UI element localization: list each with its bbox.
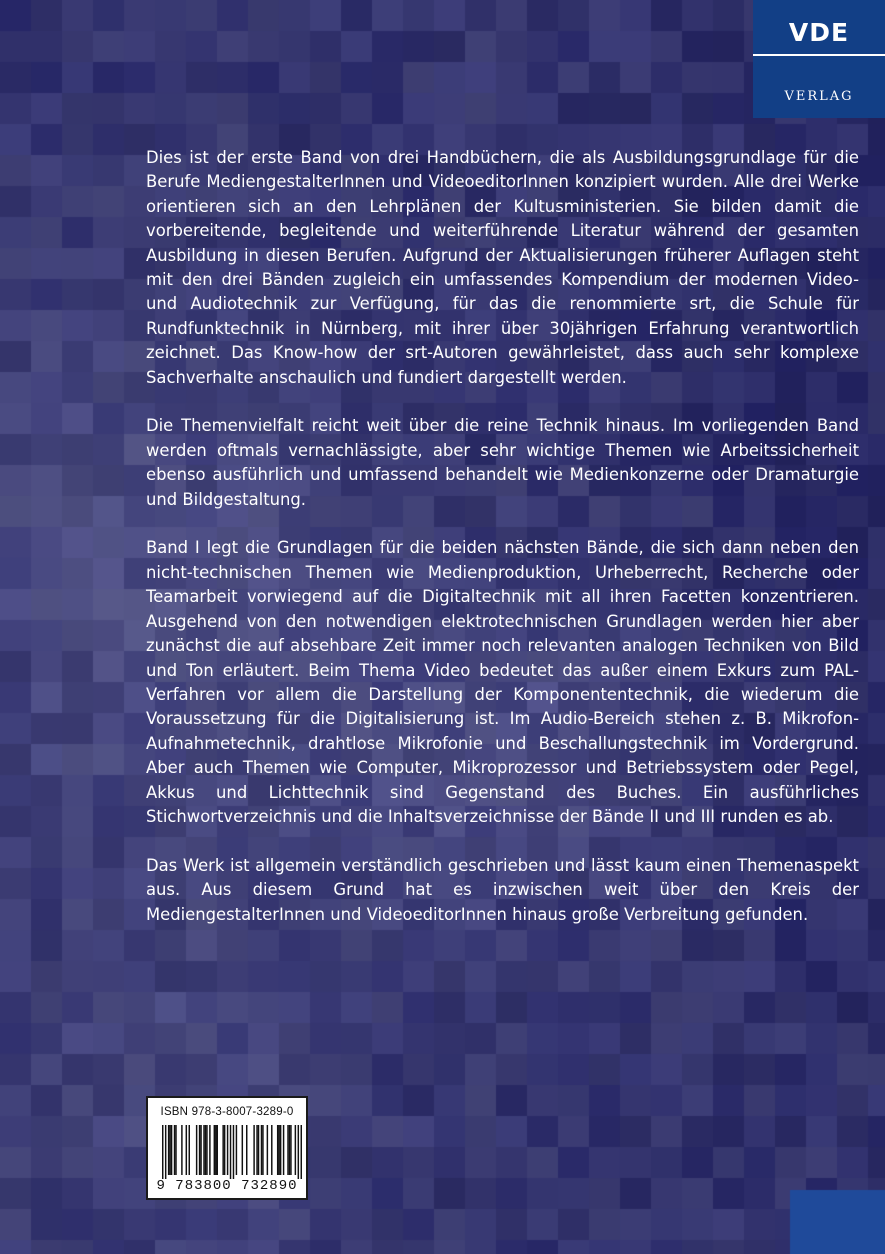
barcode-bar <box>271 1125 272 1175</box>
barcode-bar <box>224 1125 225 1175</box>
barcode-bar <box>215 1125 216 1175</box>
barcode-bar <box>196 1125 197 1175</box>
barcode-bar <box>217 1125 218 1175</box>
barcode-bar <box>298 1125 299 1179</box>
barcode-bar <box>206 1125 207 1175</box>
barcode-bar <box>199 1125 200 1175</box>
barcode-bar <box>258 1125 259 1175</box>
barcode-bar <box>290 1125 291 1175</box>
barcode-bar <box>287 1125 288 1175</box>
barcode-bar <box>227 1125 228 1175</box>
barcode-bar <box>267 1125 268 1175</box>
barcode-bar <box>256 1125 257 1175</box>
blurb-paragraph-4: Das Werk ist allgemein verständlich geschrieben und lässt kaum einen Themenaspekt aus. Aus diesem Grund hat es inzwischen weit über den Kreis der MediengestalterInnen und VideoeditorInnen hinaus große Verbreitung gefunden. <box>146 855 859 924</box>
blurb-paragraph-2: Die Themenvielfalt reicht weit über die reine Technik hinaus. Im vorliegenden Band werden oftmals vernachlässigte, aber sehr wichtige Themen wie Arbeitssicherheit ebenso ausführlich und umfassend behandelt wie Medienkonzerne oder Dramaturgie und Bildgestaltung. <box>146 416 859 509</box>
barcode-bar <box>280 1125 281 1175</box>
barcode-bar <box>175 1125 176 1175</box>
barcode-bar <box>200 1125 201 1175</box>
barcode-bar <box>186 1125 187 1175</box>
barcode-bar <box>230 1125 231 1179</box>
barcode-bar <box>174 1125 175 1175</box>
barcode-bar <box>261 1125 262 1175</box>
logo-verlag-text: VERLAG <box>784 89 854 104</box>
barcode-bar <box>246 1125 247 1175</box>
blurb-paragraph-3: Band I legt die Grundlagen für die beiden nächsten Bände, die sich dann neben den nicht-technischen Themen wie Medienproduktion, Urheberrecht, Recherche oder Teamarbeit vorwiegend auf die Digitaltechnik mit all ihren Facetten konzentrieren. Ausgehend von den notwendigen elektrotechnischen Grundlagen werden hier aber zunächst die auf absehbare Zeit immer noch relevanten analogen Techniken von Bild und Ton erläutert. Beim Thema Video bedeutet das außer einem Exkurs zum PAL-Verfahren vor allem die Darstellung der Komponententechnik, die wiederum die Voraussetzung für die Digitalisierung ist. Im Audio-Bereich stehen z. B. Mikrofon-Aufnahmetechnik, drahtlose Mikrofonie und Beschallungstechnik im Vordergrund. Aber auch Themen wie Computer, Mikroprozessor und Betriebssystem oder Pegel, Akkus und Lichttechnik sind Gegenstand des Buches. Ein ausführliches Stichwortverzeichnis und die Inhaltsverzeichnisse der Bände II und III runden es ab. <box>146 538 859 826</box>
barcode-bar <box>165 1125 166 1179</box>
barcode-bar <box>162 1125 163 1179</box>
barcode-bar <box>205 1125 206 1175</box>
barcode-bar <box>233 1125 234 1179</box>
barcode-bar <box>203 1125 204 1175</box>
barcode-bar <box>283 1125 284 1175</box>
back-cover-blurb <box>146 146 859 951</box>
barcode-bar <box>222 1125 223 1175</box>
isbn-barcode <box>146 1096 308 1200</box>
logo-vde-text: VDE <box>788 18 850 47</box>
barcode-bar <box>169 1125 170 1175</box>
blurb-paragraph-1: Dies ist der erste Band von drei Handbüchern, die als Ausbildungsgrundlage für die Berufe MediengestalterInnen und VideoeditorInnen konzipiert wurden. Alle drei Werke orientieren sich an den Lehrplänen der Kultusministerien. Sie bilden damit die vorbereitende, begleitende und weiterführende Literatur während der gesamten Ausbildung in diesen Berufen. Aufgrund der Aktualisierungen früherer Auflagen steht mit den drei Bänden zugleich ein umfassendes Kompendium der modernen Video- und Audiotechnik zur Verfügung, für das die renommierte srt, die Schule für Rundfunktechnik in Nürnberg, mit ihrer über 30jährigen Erfahrung verantwortlich zeichnet. Das Know-how der srt-Autoren gewährleistet, dass auch sehr komplexe Sachverhalte anschaulich und fundiert dargestellt werden. <box>146 148 859 387</box>
barcode-bar <box>253 1125 254 1175</box>
barcode-bar <box>171 1125 172 1175</box>
barcode-bars <box>162 1125 302 1179</box>
barcode-bar <box>214 1125 215 1175</box>
logo-divider <box>753 54 885 56</box>
barcode-bar <box>189 1125 190 1175</box>
barcode-bar <box>181 1125 182 1175</box>
barcode-bar <box>289 1125 290 1175</box>
barcode-bar <box>277 1125 278 1175</box>
barcode-bar <box>168 1125 169 1175</box>
barcode-bar <box>242 1125 243 1175</box>
barcode-bar <box>295 1125 296 1175</box>
barcode-bar <box>209 1125 210 1175</box>
barcode-bar <box>262 1125 263 1175</box>
isbn-label: ISBN 978-3-8007-3289-0 <box>160 1106 294 1118</box>
barcode-digits: 9 783800 732890 <box>156 1178 298 1194</box>
barcode-bar <box>278 1125 279 1175</box>
barcode-bar <box>301 1125 302 1179</box>
vde-verlag-logo <box>753 0 885 118</box>
barcode-bar <box>236 1125 237 1175</box>
